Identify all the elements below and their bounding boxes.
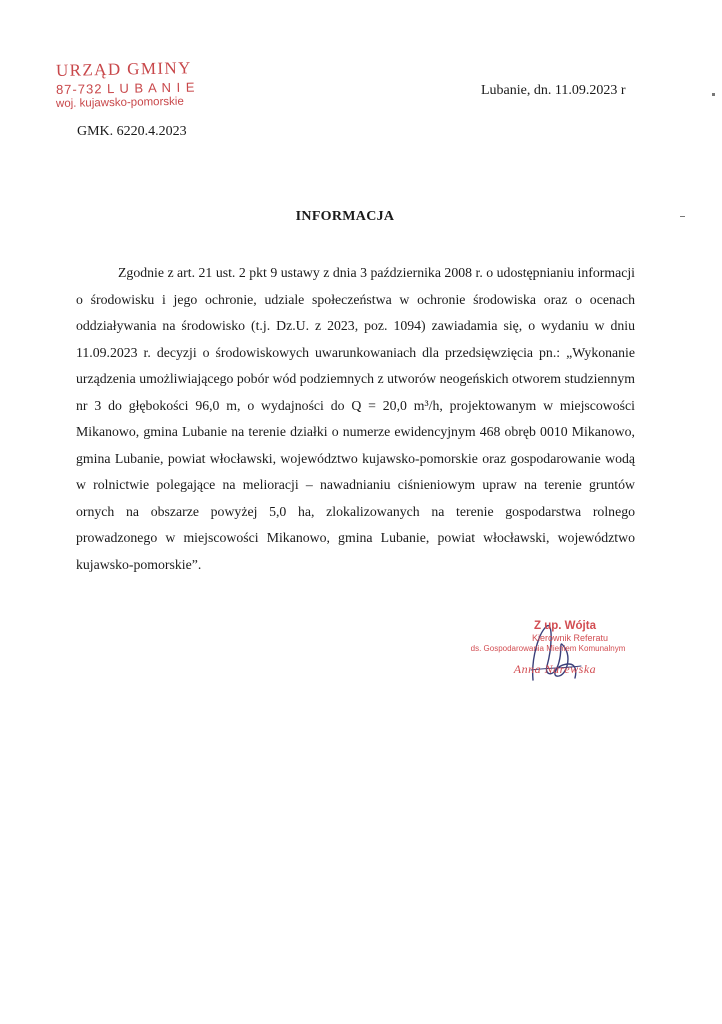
office-stamp-name: URZĄD GMINY: [55, 58, 192, 80]
signature-position: Kierownik Referatu: [531, 633, 609, 643]
scan-mark: [680, 216, 685, 217]
document-title: INFORMACJA: [295, 209, 395, 224]
office-stamp-region: woj. kujawsko-pomorskie: [55, 95, 184, 110]
signature-department: ds. Gospodarowania Mieniem Komunalnym: [470, 644, 626, 653]
body-text: Zgodnie z art. 21 ust. 2 pkt 9 ustawy z dnia 3 października 2008 r. o udostępnianiu informacji o środowisku i jego ochronie, udziale społeczeństwa w ochronie środowiska oraz o ocenach oddziaływania na środowisko (t.j. Dz.U. z 2023, poz. 1094) zawiadamia się, o wydaniu w dniu 11.09.2023 r. decyzji o środowiskowych uwarunkowaniach dla przedsięwzięcia pn.: „Wykonanie urządzenia umożliwiającego pobór wód podziemnych z utworów neogeńskich otworem studziennym nr 3 do głębokości 96,0 m, o wydajności do Q = 20,0 m³/h, projektowanym w miejscowości Mikanowo, gmina Lubanie na terenie działki o numerze ewidencyjnym 468 obręb 0010 Mikanowo, gmina Lubanie, powiat włocławski, województwo kujawsko-pomorskie oraz gospodarowanie wodą w rolnictwie polegające na melioracji – nawadnianiu ciśnieniowym upraw na terenie gruntów ornych na obszarze powyżej 5,0 ha, zlokalizowanych na terenie gospodarstwa rolnego prowadzonego w miejscowości Mikanowo, gmina Lubanie, powiat włocławski, województwo kujawsko-pomorskie”.: [76, 265, 635, 572]
document-title-row: [0, 209, 722, 225]
signature-stamp: [440, 620, 650, 677]
office-stamp: [55, 58, 196, 111]
scan-mark: [712, 93, 715, 96]
signatory-name: Anna Narewska: [513, 662, 597, 676]
body-paragraph: [76, 260, 635, 578]
place-and-date: Lubanie, dn. 11.09.2023 r: [481, 83, 626, 98]
reference-number: GMK. 6220.4.2023: [77, 124, 187, 139]
office-stamp-address: 87-732 L U B A N I E: [55, 79, 196, 97]
signature-authority: Z up. Wójta: [534, 620, 596, 632]
